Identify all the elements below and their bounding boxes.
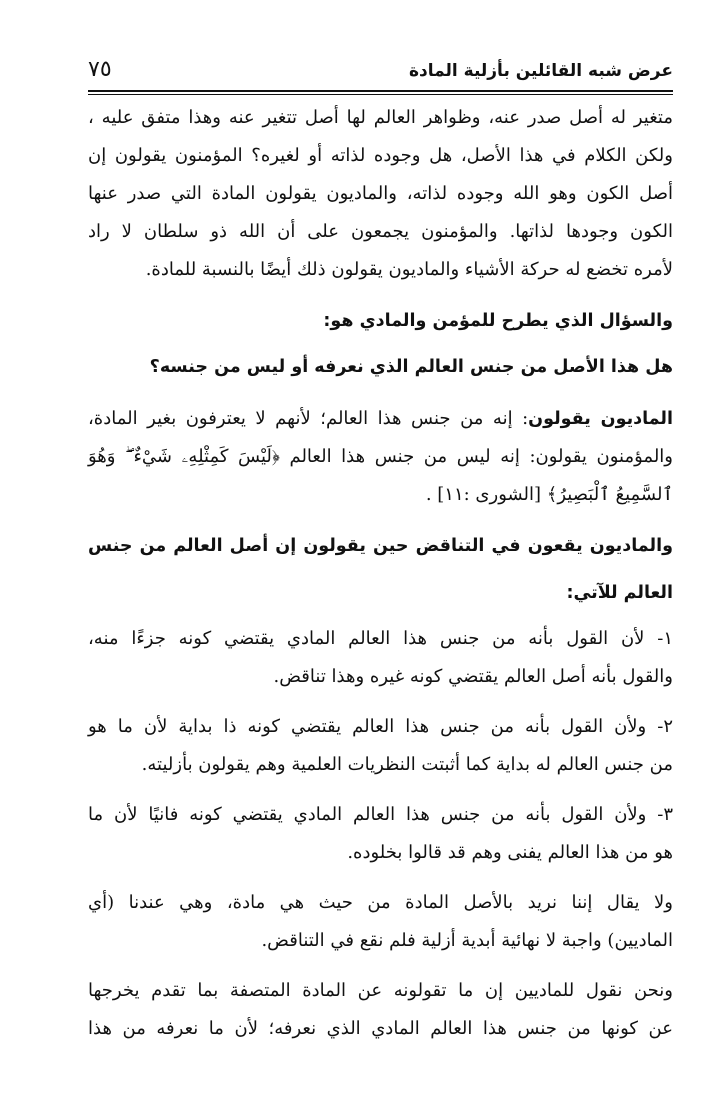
text-line-h3-l1 [88,532,673,560]
line-text: هل هذا الأصل من جنس العالم الذي نعرفه أو ليس من جنسه؟ [149,357,673,377]
line-text: هو من هذا العالم يفنى وهم قد قالوا بخلوده. [347,842,673,863]
text-line-p2-l3 [426,481,673,509]
text-line-p4-l2 [88,1015,673,1043]
line-text: العالم للآتي: [566,583,673,603]
page-number: ٧٥ [88,57,112,82]
line-text: والمؤمنون يقولون: إنه ليس من جنس هذا العالم ﴿لَيْسَ كَمِثْلِهِۦ شَيْءٌ ۖ وَهُوَ [88,446,673,467]
line-text: الماديين) واجبة لا نهائية أبدية أزلية فلم نقع في التناقض. [261,930,673,951]
header-rule [88,90,673,95]
text-line-p1-l5 [146,256,673,284]
text-line-p1-l4 [88,218,673,246]
line-text: الكون وجودها لذاتها. والمؤمنون يجمعون على أن الله ذو سلطان لا راد [88,221,673,242]
text-line-p2-l1 [88,405,673,433]
chapter-title: عرض شبه القائلين بأزلية المادة [408,61,673,81]
text-line-h1 [323,307,673,335]
text-line-p2-l2 [88,443,673,471]
line-text: ٣- ولأن القول بأنه من جنس هذا العالم المادي يقتضي كونه فانيًا لأن ما [88,804,673,825]
text-line-h2 [150,353,673,381]
line-text: ولا يقال إننا نريد بالأصل المادة من حيث هي مادة، وهي عندنا (أي [88,892,673,913]
running-header [88,55,673,89]
line-text: والسؤال الذي يطرح للمؤمن والمادي هو: [323,311,673,331]
text-line-p3-l1 [88,889,673,917]
text-line-i3-l1 [88,801,673,829]
line-text: : إنه من جنس هذا العالم؛ لأنهم لا يعترفون بغير المادة، [88,408,529,429]
line-text: ٱلسَّمِيعُ ٱلْبَصِيرُ﴾ [الشورى :١١] . [425,484,673,505]
text-line-i2-l1 [88,713,673,741]
text-line-p3-l2 [261,927,673,955]
line-text: لأمره تخضع له حركة الأشياء والماديون يقولون ذلك أيضًا بالنسبة للمادة. [145,259,673,280]
line-text: ١- لأن القول بأنه من جنس هذا العالم المادي يقتضي كونه جزءًا منه، [88,628,673,649]
text-line-p1-l3 [88,180,673,208]
text-line-i3-l2 [347,839,673,867]
text-line-p1-l1 [88,104,673,132]
line-text: ولكن الكلام في هذا الأصل، هل وجوده لذاته أو لغيره؟ المؤمنون يقولون إن [88,145,673,166]
line-text: عن كونها من جنس هذا العالم المادي الذي نعرفه؛ لأن ما نعرفه من هذا [88,1018,673,1039]
text-line-p1-l2 [88,142,673,170]
text-line-i1-l2 [274,663,673,691]
line-text: متغير له أصل صدر عنه، وظواهر العالم لها أصل تتغير عنه وهذا متفق عليه ، [88,107,673,128]
lead-term: الماديون يقولون [528,409,673,429]
text-line-i2-l2 [142,751,673,779]
text-line-p4-l1 [88,977,673,1005]
text-line-h3-l2 [566,579,673,607]
text-line-i1-l1 [88,625,673,653]
line-text: ونحن نقول للماديين إن ما تقولونه عن المادة المتصفة بما تقدم يخرجها [88,980,673,1001]
line-text: ٢- ولأن القول بأنه من جنس هذا العالم يقتضي كونه ذا بداية لأن ما هو [88,716,673,737]
line-text: أصل الكون وهو الله وجوده لذاته، والماديون يقولون المادة التي صدر عنها [88,183,673,204]
line-text: والقول بأنه أصل العالم يقتضي كونه غيره وهذا تناقض. [273,666,673,687]
line-text: والماديون يقعون في التناقض حين يقولون إن أصل العالم من جنس [88,536,673,556]
line-text: من جنس العالم له بداية كما أثبتت النظريات العلمية وهم يقولون بأزليته. [141,754,673,775]
